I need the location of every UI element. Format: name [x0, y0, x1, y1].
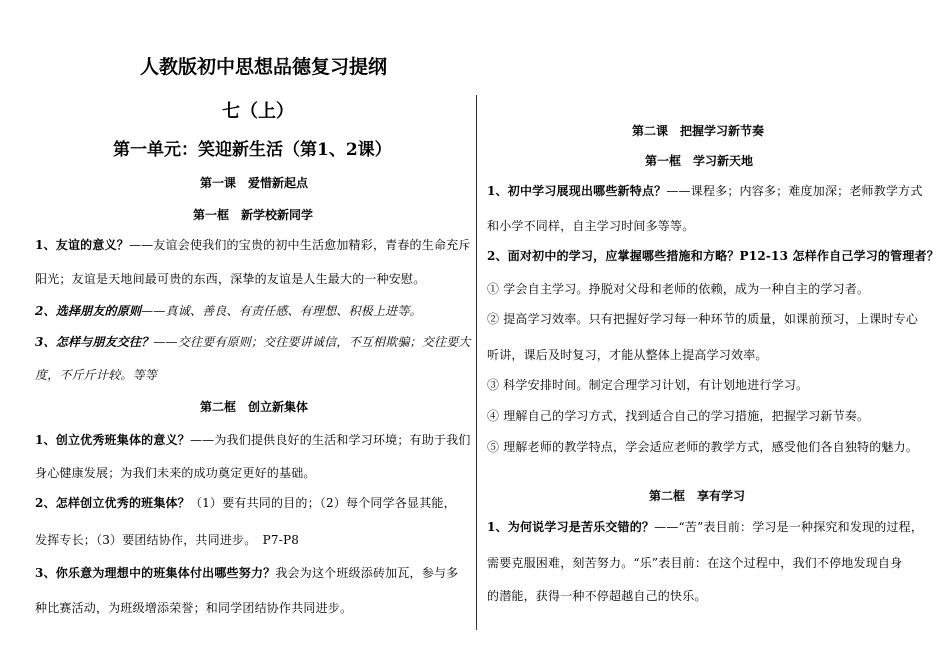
question-label: 1、友谊的意义？: [35, 238, 129, 252]
paragraph: [35, 302, 422, 319]
paragraph-line: 发挥专长；（3）要团结协作，共同进步。 P7-P8: [35, 533, 300, 547]
frame-heading: 第二框 创立新集体: [200, 400, 309, 414]
unit-title: 第一单元：笑迎新生活（第1、2课）: [113, 140, 392, 160]
answer-text: ——为我们提供良好的生活和学习环境；有助于我们: [189, 433, 471, 447]
list-item: ① 学会自主学习。挣脱对父母和老师的依赖，成为一种自主的学习者。: [487, 282, 870, 296]
question-label: 2、选择朋友的原则: [35, 304, 142, 318]
paragraph: [487, 518, 923, 535]
answer-text: ——课程多；内容多；难度加深；老师教学方式: [666, 184, 923, 198]
paragraph: [35, 494, 456, 511]
paragraph-line: 和小学不同样，自主学习时间多等等。: [487, 219, 695, 233]
list-item: ⑤ 理解老师的教学特点，学会适应老师的教学方式，感受他们各自独特的魅力。: [487, 440, 919, 454]
paragraph: [35, 564, 458, 581]
paragraph-line: 的潜能，获得一种不停超越自己的快乐。: [487, 589, 707, 603]
question-label: 3、你乐意为理想中的班集体付出哪些努力？: [35, 566, 276, 580]
paragraph-line: 身心健康发展；为我们未来的成功奠定更好的基础。: [35, 466, 316, 480]
question-label: 1、创立优秀班集体的意义？: [35, 433, 190, 447]
question-label: 2、怎样创立优秀的班集体？: [35, 496, 190, 510]
question-label: 1、为何说学习是苦乐交错的？: [487, 520, 655, 534]
answer-text: （1）要有共同的目的；（2）每个同学各显其能，: [189, 496, 456, 510]
lesson-heading: 第一课 爱惜新起点: [200, 176, 309, 190]
answer-text: ——交往要有原则；交往要讲诚信，不互相欺骗；交往要大: [153, 335, 471, 349]
frame-heading: 第一框 学习新天地: [645, 154, 754, 168]
question-label: 2、面对初中的学习，应掌握哪些措施和方略？P12-13 怎样作自己学习的管理者？: [487, 249, 939, 263]
answer-text: ——真诚、善良、有责任感、有理想、积极上进等。: [141, 304, 422, 318]
grade-subtitle: 七（上）: [222, 101, 294, 122]
paragraph-line: 度，不斤斤计较。等等: [35, 368, 158, 382]
paragraph-line: 阳光；友谊是天地间最可贵的东西，深挚的友谊是人生最大的一种安慰。: [35, 272, 426, 286]
lesson-heading: 第二课 把握学习新节奏: [632, 124, 765, 138]
list-item: ② 提高学习效率。只有把握好学习每一种环节的质量，如课前预习，上课时专心: [487, 312, 919, 326]
paragraph: [35, 236, 471, 253]
paragraph: [35, 431, 471, 448]
answer-text: ——友谊会使我们的宝贵的初中生活愈加精彩，青春的生命充斥: [128, 238, 471, 252]
list-item-line: 听讲，课后及时复习，才能从整体上提高学习效率。: [487, 348, 768, 362]
paragraph: [35, 333, 471, 350]
question-label: 1、初中学习展现出哪些新特点？: [487, 184, 667, 198]
question-label: 3、怎样与朋友交往？: [35, 335, 154, 349]
answer-text: 我会为这个班级添砖加瓦，参与多: [275, 566, 459, 580]
answer-text: ——“苦”表目前：学习是一种探究和发现的过程，: [654, 520, 924, 534]
document-title: 人教版初中思想品德复习提纲: [140, 56, 388, 78]
list-item: ④ 理解自己的学习方式，找到适合自己的学习措施，把握学习新节奏。: [487, 409, 870, 423]
paragraph-line: 种比赛活动，为班级增添荣誉；和同学团结协作共同进步。: [35, 601, 353, 615]
frame-heading: 第一框 新学校新同学: [193, 208, 314, 222]
list-item: ③ 科学安排时间。制定合理学习计划，有计划地进行学习。: [487, 378, 809, 392]
column-divider: [476, 95, 477, 630]
paragraph-line: 需要克服困难，刻苦努力。“乐”表目前：在这个过程中，我们不停地发现自身: [487, 556, 903, 570]
paragraph: [487, 182, 923, 199]
frame-heading: 第二框 享有学习: [649, 489, 746, 503]
